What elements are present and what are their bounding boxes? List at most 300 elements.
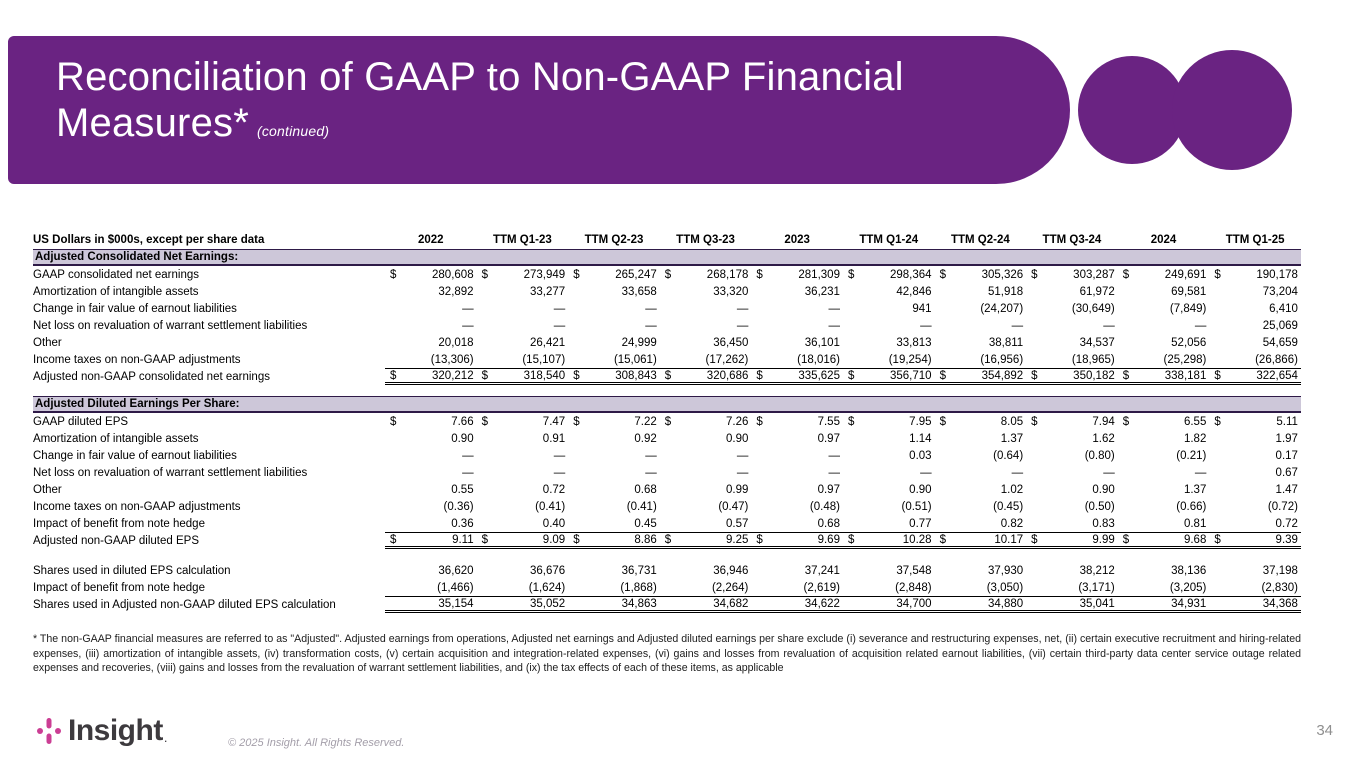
cell-value: 9.68 [1183, 533, 1207, 546]
table-cell [935, 532, 1027, 549]
table-cell [1209, 596, 1301, 613]
table-cell [935, 413, 1027, 430]
table-cell [477, 498, 569, 515]
table-cell [477, 447, 569, 464]
footnote: * The non-GAAP financial measures are referred to as "Adjusted". Adjusted earnings from operations, Adjusted net earnings and Adjusted diluted earnings per share exclude (i) severance and restructuring expenses, net, (ii) certain executive recruitment and hiring-related expenses, (iii) amortization of intangible assets, (iv) transformation costs, (v) certain acquisition and integration-related expenses, (vi) gains and losses from revaluation of acquisition related earnout liabilities, (vii) certain third-party data center service outage related expenses and recoveries, (viii) gains and losses from the revaluation of warrant settlement liabilities, and (ix) the tax effects of each of these items, as applicable [33, 633, 1301, 675]
cell-value: (3,050) [986, 581, 1024, 594]
cell-value: 9.11 [452, 533, 474, 546]
table-cell [1118, 515, 1210, 532]
table-cell [843, 447, 935, 464]
cell-value: 7.55 [817, 415, 840, 428]
cell-value: 0.57 [725, 517, 749, 530]
table-cell [660, 334, 752, 351]
cell-value: 320,212 [432, 369, 474, 382]
dollar-sign: $ [1214, 533, 1221, 546]
table-cell [751, 334, 843, 351]
table-row [33, 447, 1301, 464]
cell-value: 268,178 [706, 268, 749, 281]
cell-value: 34,622 [804, 597, 840, 610]
table-cell [385, 283, 477, 300]
table-row [33, 368, 1301, 385]
table-cell [1026, 317, 1118, 334]
cell-value: 0.40 [542, 517, 566, 530]
dollar-sign: $ [756, 533, 763, 546]
column-header: TTM Q1-23 [492, 233, 552, 246]
cell-value: — [1194, 319, 1207, 332]
table-cell [1209, 532, 1301, 549]
row-label: Amortization of intangible assets [33, 432, 199, 445]
cell-value: 35,052 [530, 597, 566, 610]
table-cell [1118, 317, 1210, 334]
table-cell [1118, 596, 1210, 613]
cell-value: 5.11 [1276, 415, 1298, 428]
table-cell [751, 515, 843, 532]
table-cell [1026, 351, 1118, 368]
cell-value: 354,892 [981, 369, 1024, 382]
page-title-text: Reconciliation of GAAP to Non-GAAP Financial Measures* [56, 55, 904, 146]
table-header-row [33, 230, 1301, 249]
table-row [33, 351, 1301, 368]
dollar-sign: $ [847, 533, 855, 546]
cell-value: 36,676 [530, 564, 566, 577]
table-cell [568, 266, 660, 283]
row-label: GAAP consolidated net earnings [33, 268, 200, 281]
table-cell [1118, 532, 1210, 549]
table-cell [477, 596, 569, 613]
cell-value: — [1011, 319, 1024, 332]
cell-value: — [736, 302, 749, 315]
table-row [33, 283, 1301, 300]
page-number: 34 [1316, 722, 1333, 739]
column-header: TTM Q1-25 [1225, 233, 1285, 246]
cell-value: 1.14 [909, 432, 932, 445]
row-label: Other [33, 483, 62, 496]
cell-value: — [462, 466, 474, 479]
table-cell [1118, 498, 1210, 515]
row-label: Shares used in Adjusted non-GAAP diluted EPS calculation [33, 598, 336, 611]
table-cell [568, 351, 660, 368]
cell-value: 37,930 [987, 564, 1024, 577]
table-cell [843, 562, 935, 579]
table-cell [385, 515, 477, 532]
table-cell [843, 283, 935, 300]
table-cell [660, 266, 752, 283]
cell-value: (1,868) [620, 581, 657, 594]
cell-value: 7.26 [725, 415, 749, 428]
dollar-sign: $ [664, 415, 672, 428]
table-row [33, 596, 1301, 613]
table-cell [1209, 464, 1301, 481]
table-cell [1209, 579, 1301, 596]
cell-value: 0.72 [542, 483, 566, 496]
table-cell [477, 464, 569, 481]
cell-value: 73,204 [1262, 285, 1298, 298]
table-cell [1118, 464, 1210, 481]
dollar-sign: $ [573, 533, 580, 546]
table-cell [1209, 317, 1301, 334]
cell-value: 26,421 [530, 336, 566, 349]
cell-value: 36,450 [713, 336, 749, 349]
table-cell [385, 351, 477, 368]
table-cell [843, 300, 935, 317]
column-header: TTM Q3-24 [1042, 233, 1102, 246]
table-cell [568, 498, 660, 515]
table-cell [385, 317, 477, 334]
table-cell [935, 498, 1027, 515]
cell-value: (15,061) [613, 353, 657, 366]
table-cell [660, 498, 752, 515]
table-cell [568, 283, 660, 300]
cell-value: 350,182 [1073, 369, 1115, 382]
cell-value: (0.41) [535, 500, 566, 513]
table-row [33, 464, 1301, 481]
table-cell [1118, 481, 1210, 498]
cell-value: (3,171) [1078, 581, 1115, 594]
cell-value: 36,231 [804, 285, 840, 298]
row-label: Impact of benefit from note hedge [33, 517, 205, 530]
table-cell [568, 464, 660, 481]
cell-value: (7,849) [1169, 302, 1207, 315]
table-cell [935, 515, 1027, 532]
table-cell [660, 464, 752, 481]
cell-value: 61,972 [1079, 285, 1115, 298]
table-cell [1026, 579, 1118, 596]
table-unit-label: US Dollars in $000s, except per share data [33, 233, 265, 246]
table-row [33, 317, 1301, 334]
cell-value: 0.97 [817, 432, 840, 445]
cell-value: (2,848) [895, 581, 932, 594]
table-row [33, 413, 1301, 430]
cell-value: (0.66) [1176, 500, 1207, 513]
table-cell [568, 515, 660, 532]
table-cell [477, 481, 569, 498]
cell-value: 0.91 [542, 432, 566, 445]
table-cell [385, 532, 477, 549]
dollar-sign: $ [390, 268, 397, 281]
row-label: Income taxes on non-GAAP adjustments [33, 500, 241, 513]
table-cell [751, 266, 843, 283]
table-cell [1209, 481, 1301, 498]
row-label: Adjusted non-GAAP diluted EPS [33, 534, 200, 547]
table-cell [1118, 351, 1210, 368]
cell-value: (0.64) [993, 449, 1024, 462]
cell-value: — [920, 466, 932, 479]
cell-value: 54,659 [1262, 336, 1298, 349]
table-cell [660, 283, 752, 300]
table-cell [660, 351, 752, 368]
cell-value: 34,880 [987, 597, 1024, 610]
row-label: Change in fair value of earnout liabilities [33, 302, 237, 315]
dollar-sign: $ [481, 268, 488, 281]
cell-value: 7.94 [1092, 415, 1115, 428]
insight-logo [36, 714, 167, 748]
cell-value: (18,965) [1071, 353, 1115, 366]
financial-table [33, 230, 1301, 613]
dollar-sign: $ [573, 369, 580, 382]
cell-value: — [462, 302, 474, 315]
cell-value: (1,466) [437, 581, 474, 594]
copyright-text: © 2025 Insight. All Rights Reserved. [228, 737, 405, 749]
table-cell [477, 413, 569, 430]
column-header: 2024 [1150, 233, 1177, 246]
table-cell [751, 283, 843, 300]
column-header: TTM Q2-24 [950, 233, 1010, 246]
cell-value: 36,620 [438, 564, 474, 577]
insight-logo-text: Insight [68, 714, 163, 747]
table-cell [751, 464, 843, 481]
table-cell [385, 430, 477, 447]
table-cell [568, 430, 660, 447]
cell-value: 0.45 [634, 517, 657, 530]
table-cell [751, 430, 843, 447]
cell-value: (30,649) [1071, 302, 1115, 315]
cell-value: 7.22 [634, 415, 657, 428]
cell-value: (26,866) [1255, 353, 1298, 366]
cell-value: 190,178 [1256, 268, 1298, 281]
table-cell [660, 413, 752, 430]
cell-value: (19,254) [888, 353, 932, 366]
table-cell [568, 447, 660, 464]
table-cell [568, 596, 660, 613]
dollar-sign: $ [1214, 369, 1221, 382]
cell-value: 33,658 [621, 285, 657, 298]
table-cell [751, 351, 843, 368]
dollar-sign: $ [1031, 415, 1038, 428]
table-cell [751, 579, 843, 596]
cell-value: 0.72 [1275, 517, 1298, 530]
row-label: Shares used in diluted EPS calculation [33, 564, 231, 577]
column-header: 2022 [418, 233, 444, 246]
table-cell [843, 464, 935, 481]
cell-value: (1,624) [528, 581, 566, 594]
table-cell [660, 447, 752, 464]
table-cell [477, 266, 569, 283]
cell-value: — [736, 466, 749, 479]
table-cell [385, 579, 477, 596]
table-cell [1026, 481, 1118, 498]
table-cell [1209, 430, 1301, 447]
cell-value: 0.81 [1183, 517, 1207, 530]
table-cell [935, 562, 1027, 579]
table-cell [843, 579, 935, 596]
cell-value: — [828, 466, 840, 479]
dollar-sign: $ [664, 268, 672, 281]
cell-value: — [828, 302, 840, 315]
table-cell [1026, 498, 1118, 515]
cell-value: 51,918 [987, 285, 1024, 298]
dollar-sign: $ [1122, 268, 1130, 281]
table-cell [477, 368, 569, 385]
table-cell [935, 334, 1027, 351]
cell-value: 34,368 [1262, 597, 1298, 610]
table-cell [843, 430, 935, 447]
table-cell [1209, 515, 1301, 532]
table-cell [385, 596, 477, 613]
table-cell [385, 562, 477, 579]
table-cell [1209, 334, 1301, 351]
cell-value: 0.82 [1000, 517, 1024, 530]
cell-value: (0.45) [993, 500, 1024, 513]
section-title: Adjusted Consolidated Net Earnings: [35, 251, 239, 263]
table-row [33, 266, 1301, 283]
insight-logo-dot: . [163, 730, 168, 745]
cell-value: (0.51) [901, 500, 932, 513]
cell-value: (13,306) [430, 353, 474, 366]
table-cell [1118, 579, 1210, 596]
table-row [33, 334, 1301, 351]
cell-value: 33,277 [530, 285, 566, 298]
table-cell [843, 498, 935, 515]
table-cell [660, 368, 752, 385]
table-cell [385, 498, 477, 515]
table-cell [660, 317, 752, 334]
cell-value: (25,298) [1163, 353, 1207, 366]
cell-value: 32,892 [438, 285, 474, 298]
dollar-sign: $ [1214, 415, 1221, 428]
cell-value: 6,410 [1269, 302, 1298, 315]
table-cell [477, 515, 569, 532]
cell-value: 0.90 [909, 483, 932, 496]
cell-value: — [828, 449, 840, 462]
table-cell [843, 532, 935, 549]
table-cell [1026, 368, 1118, 385]
table-cell [477, 334, 569, 351]
section-header-row [33, 249, 1301, 266]
table-cell [935, 283, 1027, 300]
cell-value: 0.67 [1275, 466, 1298, 479]
table-cell [1209, 562, 1301, 579]
cell-value: 0.68 [634, 483, 657, 496]
cell-value: (0.50) [1084, 500, 1115, 513]
cell-value: 0.17 [1275, 449, 1298, 462]
cell-value: 356,710 [889, 369, 932, 382]
cell-value: 303,287 [1073, 268, 1115, 281]
section-header-row [33, 396, 1301, 413]
decorative-circle-large [1172, 50, 1292, 170]
dollar-sign: $ [390, 533, 397, 546]
table-cell [477, 430, 569, 447]
cell-value: 7.95 [909, 415, 932, 428]
table-cell [385, 464, 477, 481]
cell-value: (0.80) [1084, 449, 1115, 462]
table-cell [660, 532, 752, 549]
cell-value: 35,154 [438, 597, 474, 610]
table-cell [843, 266, 935, 283]
table-cell [1118, 300, 1210, 317]
table-cell [935, 368, 1027, 385]
cell-value: (17,262) [705, 353, 749, 366]
cell-value: 322,654 [1256, 369, 1298, 382]
cell-value: 37,198 [1262, 564, 1298, 577]
cell-value: (3,205) [1169, 581, 1207, 594]
table-cell [935, 351, 1027, 368]
cell-value: 0.77 [909, 517, 932, 530]
table-cell [1209, 447, 1301, 464]
cell-value: 0.55 [451, 483, 474, 496]
table-cell [477, 300, 569, 317]
cell-value: — [1103, 466, 1115, 479]
cell-value: 1.37 [1000, 432, 1024, 445]
table-cell [1118, 368, 1210, 385]
table-cell [751, 596, 843, 613]
cell-value: 320,686 [706, 369, 749, 382]
table-cell [843, 351, 935, 368]
cell-value: 9.69 [817, 533, 840, 546]
page-title-continued: (continued) [257, 123, 330, 140]
cell-value: (0.48) [809, 500, 840, 513]
dollar-sign: $ [756, 415, 763, 428]
dollar-sign: $ [847, 369, 855, 382]
cell-value: — [553, 319, 566, 332]
table-cell [843, 334, 935, 351]
cell-value: 10.17 [994, 533, 1024, 546]
cell-value: — [736, 449, 749, 462]
cell-value: 281,309 [798, 268, 840, 281]
cell-value: 42,846 [896, 285, 932, 298]
dollar-sign: $ [939, 415, 946, 428]
row-label: Net loss on revaluation of warrant settlement liabilities [33, 319, 308, 332]
table-cell [568, 300, 660, 317]
table-cell [1026, 283, 1118, 300]
table-cell [751, 532, 843, 549]
cell-value: 36,946 [713, 564, 749, 577]
cell-value: — [645, 466, 657, 479]
cell-value: — [553, 302, 566, 315]
table-cell [385, 481, 477, 498]
cell-value: 1.37 [1183, 483, 1207, 496]
cell-value: — [645, 449, 657, 462]
cell-value: 0.83 [1092, 517, 1115, 530]
row-label: Amortization of intangible assets [33, 285, 199, 298]
table-cell [477, 351, 569, 368]
dollar-sign: $ [481, 533, 488, 546]
table-cell [1026, 300, 1118, 317]
table-cell [477, 317, 569, 334]
cell-value: 298,364 [889, 268, 932, 281]
cell-value: 36,731 [621, 564, 657, 577]
table-cell [1118, 430, 1210, 447]
cell-value: 24,999 [621, 336, 657, 349]
cell-value: 37,241 [804, 564, 840, 577]
table-cell [568, 562, 660, 579]
table-cell [751, 300, 843, 317]
table-cell [1026, 596, 1118, 613]
dollar-sign: $ [390, 369, 397, 382]
row-label: Adjusted non-GAAP consolidated net earnings [33, 370, 270, 383]
cell-value: — [736, 319, 749, 332]
cell-value: 0.92 [634, 432, 657, 445]
cell-value: 6.55 [1183, 415, 1207, 428]
table-cell [843, 368, 935, 385]
cell-value: 318,540 [523, 369, 566, 382]
cell-value: (0.72) [1267, 500, 1298, 513]
table-cell [660, 430, 752, 447]
dollar-sign: $ [664, 533, 672, 546]
table-cell [385, 300, 477, 317]
row-label: GAAP diluted EPS [33, 415, 129, 428]
table-cell [1026, 562, 1118, 579]
column-header: TTM Q2-23 [584, 233, 644, 246]
cell-value: 10.28 [902, 533, 932, 546]
table-cell [1209, 300, 1301, 317]
table-cell [751, 562, 843, 579]
cell-value: 280,608 [432, 268, 474, 281]
table-cell [751, 413, 843, 430]
table-row [33, 532, 1301, 549]
cell-value: (2,264) [711, 581, 749, 594]
dollar-sign: $ [664, 369, 672, 382]
table-cell [751, 481, 843, 498]
